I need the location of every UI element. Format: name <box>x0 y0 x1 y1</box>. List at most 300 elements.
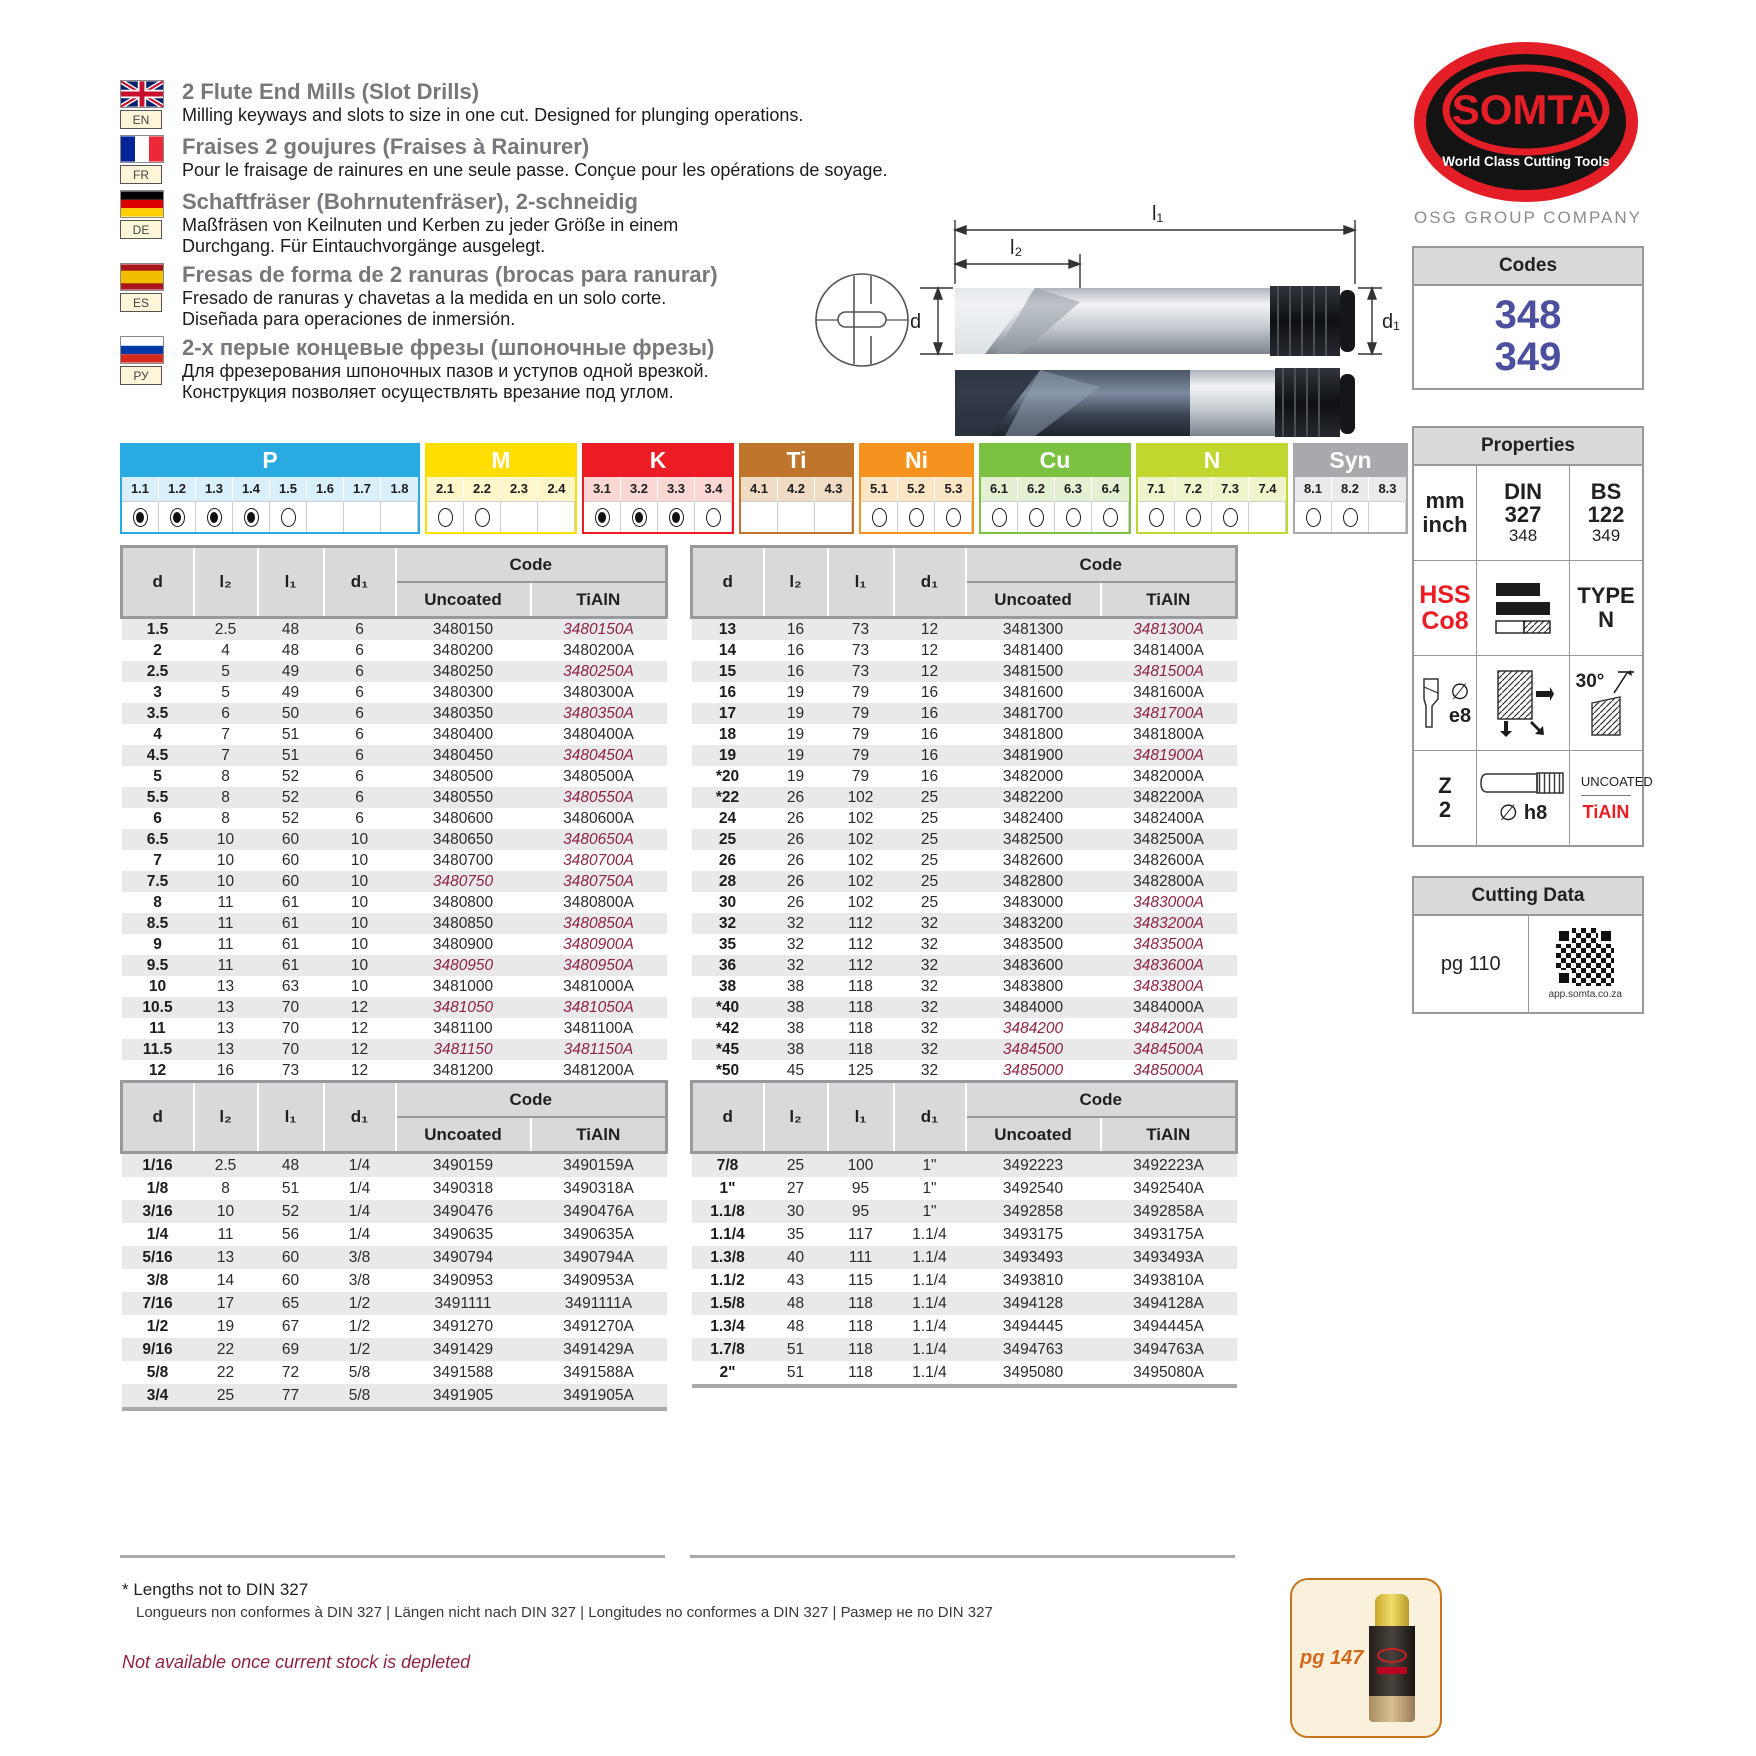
table-row <box>692 976 1237 997</box>
codes-box <box>1412 246 1644 390</box>
cell-code-tialn: 3490159A <box>563 1156 634 1174</box>
can-logo <box>1377 1648 1407 1663</box>
material-grade-number: 7.3 <box>1212 477 1249 501</box>
cell-l1: 49 <box>281 662 300 680</box>
cell-d: *22 <box>715 788 740 806</box>
radio-icon <box>281 508 296 527</box>
cell-l2: 19 <box>786 683 805 701</box>
cell-d: 1.1/8 <box>710 1202 745 1220</box>
bs-series: 349 <box>1591 525 1621 545</box>
cell-d: 1.5/8 <box>710 1294 745 1312</box>
col-header-d1: d₁ <box>324 1082 396 1153</box>
cell-code-tialn: 3480150A <box>563 620 634 638</box>
table-row <box>122 1338 667 1361</box>
table-row <box>692 787 1237 808</box>
cell-code-tialn: 3481150A <box>563 1040 634 1058</box>
col-header-uncoated: Uncoated <box>396 1117 531 1153</box>
cell-code-tialn: 3481050A <box>563 998 634 1016</box>
cell-d1: 6 <box>355 641 364 659</box>
cell-l2: 13 <box>216 1248 235 1266</box>
cell-code-uncoated: 3483800 <box>1002 977 1064 995</box>
table-row <box>692 955 1237 976</box>
cell-code-tialn: 3481700A <box>1133 704 1204 722</box>
radio-icon <box>475 508 490 527</box>
cell-d1: 1.1/4 <box>912 1271 947 1289</box>
prop-shank-tolerance <box>1477 751 1569 845</box>
cell-code-tialn: 3481200A <box>563 1061 634 1079</box>
cell-l1: 77 <box>281 1386 300 1404</box>
cell-d1: 1" <box>922 1156 937 1174</box>
cell-l1: 118 <box>848 1340 873 1358</box>
unit-mm: mm <box>1425 487 1465 513</box>
lang-block-en <box>120 80 920 129</box>
table-row <box>122 745 667 766</box>
cell-d: 9/16 <box>142 1340 173 1358</box>
cell-d: 32 <box>718 914 737 932</box>
cell-l1: 102 <box>847 893 874 911</box>
cell-code-uncoated: 3481700 <box>1002 704 1064 722</box>
cell-l1: 79 <box>851 704 870 722</box>
cell-code-tialn: 3482200A <box>1133 788 1204 806</box>
cell-l1: 60 <box>281 830 300 848</box>
cutting-data-page-ref: pg 110 <box>1440 952 1501 975</box>
group-company-label: OSG GROUP COMPANY <box>1414 208 1642 227</box>
col-header-l1: l₁ <box>258 547 324 618</box>
cell-code-uncoated: 3480600 <box>432 809 494 827</box>
footnote-translations: Longueurs non conformes à DIN 327 | Längen nicht nach DIN 327 | Longitudes no conformes a DIN 327 | Размер не по DIN 327 <box>136 1604 993 1621</box>
table-row <box>692 703 1237 724</box>
cell-code-tialn: 3481600A <box>1133 683 1204 701</box>
material-grade-number: 1.7 <box>344 477 381 501</box>
flag-fr-icon <box>120 135 164 163</box>
title-es: Fresas de forma de 2 ranuras (brocas para ranurar) <box>182 262 718 288</box>
cell-code-uncoated: 3482500 <box>1002 830 1064 848</box>
table-row <box>692 661 1237 682</box>
dim-label-d1: d₁ <box>1382 311 1400 333</box>
table-row <box>692 1338 1237 1361</box>
title-fr: Fraises 2 goujures (Fraises à Rainurer) <box>182 134 590 159</box>
cell-code-tialn: 3493493A <box>1133 1248 1204 1266</box>
cell-l2: 32 <box>786 914 805 932</box>
flag-es-icon <box>120 263 164 291</box>
cell-code-tialn: 3492223A <box>1133 1156 1204 1174</box>
cell-d1: 6 <box>355 767 364 785</box>
cell-code-tialn: 3491111A <box>564 1294 633 1312</box>
cell-l2: 4 <box>221 641 230 659</box>
type-label: TYPE <box>1577 582 1635 608</box>
cutting-data-title: Cutting Data <box>1414 878 1642 916</box>
material-grade-number: 7.1 <box>1138 477 1175 501</box>
table-row <box>122 766 667 787</box>
cell-code-tialn: 3490318A <box>563 1179 634 1197</box>
material-grade-cell <box>815 501 852 532</box>
series-code: 349 <box>1494 335 1562 379</box>
cell-l1: 118 <box>848 998 873 1016</box>
table-row <box>692 934 1237 955</box>
cell-d1: 10 <box>350 977 369 995</box>
table-row <box>122 1361 667 1384</box>
cell-d1: 16 <box>920 704 939 722</box>
material-selector-strip <box>120 443 1408 534</box>
table-row <box>122 850 667 871</box>
material-grade-cell <box>981 501 1018 532</box>
cell-code-uncoated: 3494445 <box>1002 1317 1064 1335</box>
cell-l1: 112 <box>848 914 873 932</box>
cell-code-tialn: 3480200A <box>563 641 634 659</box>
cell-code-uncoated: 3482800 <box>1002 872 1064 890</box>
cell-code-tialn: 3484500A <box>1133 1040 1204 1058</box>
cell-code-uncoated: 3480700 <box>432 851 494 869</box>
material-grade-number: 6.3 <box>1055 477 1092 501</box>
cell-l2: 11 <box>217 956 234 974</box>
cell-d1: 32 <box>920 1040 939 1058</box>
size-table-inch-left <box>120 1080 668 1411</box>
desc-ru: Для фрезерования шпоночных пазов и уступов одной врезкой. Конструкция позволяет осуществлять врезание под углом. <box>182 360 709 403</box>
cell-l1: 63 <box>281 977 300 995</box>
cell-code-uncoated: 3490794 <box>432 1248 494 1266</box>
material-group-header: Ni <box>859 443 974 477</box>
cell-l2: 10 <box>216 851 235 869</box>
cell-d: 1.1/4 <box>710 1225 745 1243</box>
radio-icon <box>1343 508 1358 527</box>
prop-bs <box>1570 466 1642 560</box>
cell-code-uncoated: 3481150 <box>433 1040 493 1058</box>
cell-d1: 32 <box>920 977 939 995</box>
material-group-header: M <box>425 443 577 477</box>
cell-d: 5.5 <box>146 788 169 806</box>
cutting-fluid-page-ref-box <box>1290 1578 1442 1738</box>
cell-d: 14 <box>718 641 737 659</box>
table-row <box>122 618 667 641</box>
cell-l1: 125 <box>847 1061 874 1079</box>
cell-code-uncoated: 3480900 <box>432 935 494 953</box>
cell-l1: 79 <box>851 746 870 764</box>
cell-d1: 6 <box>355 704 364 722</box>
material-grade-number: 4.2 <box>778 477 815 501</box>
properties-title: Properties <box>1414 428 1642 466</box>
cell-l2: 38 <box>786 977 805 995</box>
cell-l2: 11 <box>217 914 234 932</box>
table-row <box>692 913 1237 934</box>
cell-code-uncoated: 3480850 <box>432 914 494 932</box>
din-label: DIN <box>1504 478 1542 504</box>
properties-box <box>1412 426 1653 847</box>
cell-l1: 51 <box>281 1179 300 1197</box>
cell-l1: 115 <box>848 1271 873 1289</box>
radio-icon <box>992 508 1007 527</box>
material-grade-number: 2.1 <box>427 477 464 501</box>
material-grade-cell <box>1175 501 1212 532</box>
desc-fr: Pour le fraisage de rainures en une seule passe. Conçue pour les opérations de soyage. <box>182 159 888 180</box>
flag-en-icon <box>120 80 164 108</box>
cell-code-tialn: 3483600A <box>1133 956 1204 974</box>
cell-d1: 10 <box>350 956 369 974</box>
z-value: 2 <box>1438 797 1452 822</box>
uncoated-label: UNCOATED <box>1581 774 1631 796</box>
cell-code-tialn: 3494445A <box>1133 1317 1204 1335</box>
col-header-uncoated: Uncoated <box>966 1117 1101 1153</box>
size-table-metric-left <box>120 545 668 1085</box>
cell-d: 1.3/8 <box>710 1248 745 1266</box>
material-group <box>739 443 854 534</box>
cell-l2: 19 <box>786 767 805 785</box>
cell-l1: 73 <box>281 1061 300 1079</box>
material-group-header: P <box>120 443 420 477</box>
cell-l1: 73 <box>851 641 870 659</box>
material-group <box>582 443 734 534</box>
material-grade-cell <box>1055 501 1092 532</box>
cell-l1: 73 <box>851 662 870 680</box>
table-row <box>122 955 667 976</box>
cell-d1: 1.1/4 <box>912 1294 947 1312</box>
cell-code-tialn: 3484200A <box>1133 1019 1204 1037</box>
cell-l1: 118 <box>848 1019 873 1037</box>
col-header-code: Code <box>396 547 667 583</box>
cut-tolerance-value: e8 <box>1448 704 1472 727</box>
material-grade-number: 1.5 <box>270 477 307 501</box>
page-title: 2 Flute End Mills (Slot Drills) <box>182 79 480 104</box>
cell-l2: 11 <box>217 893 234 911</box>
cell-code-tialn: 3480500A <box>563 767 634 785</box>
table-row <box>692 640 1237 661</box>
cell-d1: 12 <box>350 1019 369 1037</box>
cell-l2: 26 <box>786 788 805 806</box>
cell-l2: 26 <box>786 851 805 869</box>
cell-l2: 40 <box>786 1248 805 1266</box>
col-header-d: d <box>122 547 194 618</box>
diameter-symbol: ∅ <box>1450 678 1470 704</box>
cell-code-tialn: 3481400A <box>1133 641 1204 659</box>
cell-d1: 10 <box>350 893 369 911</box>
cell-code-uncoated: 3484000 <box>1002 998 1064 1016</box>
material-group-header: K <box>582 443 734 477</box>
cell-d: 1/16 <box>142 1156 173 1174</box>
din-series: 348 <box>1508 525 1538 545</box>
cell-code-uncoated: 3490635 <box>432 1225 494 1243</box>
radio-icon <box>669 508 684 527</box>
cell-code-uncoated: 3480750 <box>432 872 494 890</box>
cell-d1: 5/8 <box>348 1363 371 1381</box>
can-base <box>1369 1696 1415 1722</box>
dim-label-l1: l₁ <box>1152 203 1164 225</box>
prop-flute-style <box>1477 561 1569 655</box>
cell-d: 6 <box>153 809 162 827</box>
cell-l1: 61 <box>281 893 300 911</box>
cell-d: 25 <box>718 830 737 848</box>
cell-l1: 95 <box>851 1202 870 1220</box>
cell-code-tialn: 3480450A <box>563 746 634 764</box>
material-grade-number: 6.1 <box>981 477 1018 501</box>
cell-l2: 27 <box>786 1179 805 1197</box>
cell-code-tialn: 3480800A <box>563 893 634 911</box>
shank-icon <box>1477 770 1569 796</box>
material-group <box>859 443 974 534</box>
cell-l2: 26 <box>786 809 805 827</box>
table-row <box>692 766 1237 787</box>
material-grade-cell <box>270 501 307 532</box>
cell-l1: 79 <box>851 725 870 743</box>
cell-l1: 61 <box>281 914 300 932</box>
cell-l1: 67 <box>281 1317 300 1335</box>
cell-l1: 70 <box>281 1019 300 1037</box>
cell-code-uncoated: 3483200 <box>1002 914 1064 932</box>
cell-l1: 60 <box>281 1271 300 1289</box>
cell-code-uncoated: 3480350 <box>432 704 494 722</box>
material-grade-cell <box>584 501 621 532</box>
prop-plunge-icon-cell <box>1477 656 1569 750</box>
material-group-header: Syn <box>1293 443 1408 477</box>
material-grade-number: 2.2 <box>464 477 501 501</box>
cell-d: 12 <box>148 1061 167 1079</box>
table-row <box>692 1269 1237 1292</box>
cell-d1: 1" <box>922 1202 937 1220</box>
footnote-star: * Lengths not to DIN 327 <box>122 1580 309 1599</box>
table-row <box>122 1177 667 1200</box>
table-row <box>122 1223 667 1246</box>
cell-l2: 32 <box>786 935 805 953</box>
cell-d1: 32 <box>920 935 939 953</box>
hss-label: HSS <box>1419 580 1471 609</box>
cell-code-tialn: 3490476A <box>563 1202 634 1220</box>
table-row <box>122 1039 667 1060</box>
cell-d1: 3/8 <box>348 1248 371 1266</box>
cell-d: *40 <box>715 998 740 1016</box>
section-divider <box>120 1555 665 1558</box>
cell-code-uncoated: 3480250 <box>432 662 494 680</box>
cell-l1: 69 <box>281 1340 300 1358</box>
tialn-label: TiAlN <box>1582 801 1630 822</box>
cell-code-uncoated: 3480500 <box>432 767 494 785</box>
cell-l1: 51 <box>281 746 300 764</box>
cell-d: 3.5 <box>146 704 169 722</box>
cell-code-uncoated: 3482600 <box>1002 851 1064 869</box>
cell-code-tialn: 3480400A <box>563 725 634 743</box>
table-row <box>122 1315 667 1338</box>
cell-l2: 5 <box>221 683 230 701</box>
cell-d: 1/4 <box>146 1225 169 1243</box>
col-header-uncoated: Uncoated <box>396 582 531 618</box>
cell-d1: 32 <box>920 1061 939 1079</box>
cell-code-tialn: 3485000A <box>1133 1061 1204 1079</box>
cell-l1: 52 <box>281 788 300 806</box>
unit-inch: inch <box>1422 512 1468 537</box>
table-row <box>122 892 667 913</box>
cell-l1: 112 <box>848 956 873 974</box>
cell-l1: 56 <box>281 1225 300 1243</box>
cell-code-uncoated: 3493810 <box>1002 1271 1064 1289</box>
material-grade-cell <box>233 501 270 532</box>
table-row <box>122 724 667 745</box>
cell-l1: 70 <box>281 998 300 1016</box>
radio-icon <box>207 508 222 527</box>
cell-code-tialn: 3481800A <box>1133 725 1204 743</box>
cell-l2: 13 <box>216 998 235 1016</box>
cell-d: 1.1/2 <box>710 1271 745 1289</box>
table-row <box>122 1269 667 1292</box>
cell-l2: 48 <box>786 1317 805 1335</box>
material-grade-number: 7.4 <box>1249 477 1286 501</box>
cell-l2: 8 <box>221 1179 230 1197</box>
material-grade-cell <box>538 501 575 532</box>
material-group <box>425 443 577 534</box>
cell-d1: 1/2 <box>348 1317 371 1335</box>
col-header-d: d <box>692 1082 764 1153</box>
cell-code-tialn: 3482500A <box>1133 830 1204 848</box>
cell-l2: 17 <box>216 1294 235 1312</box>
table-row <box>692 1361 1237 1386</box>
cell-code-uncoated: 3480400 <box>432 725 494 743</box>
col-header-code: Code <box>966 547 1237 583</box>
dim-label-l2: l₂ <box>1010 237 1023 259</box>
material-grade-number: 5.2 <box>898 477 935 501</box>
cell-code-tialn: 3494763A <box>1133 1340 1204 1358</box>
cell-l1: 102 <box>847 851 874 869</box>
cell-code-uncoated: 3480650 <box>432 830 494 848</box>
cutting-data-box <box>1412 876 1644 1014</box>
cell-d1: 12 <box>350 1040 369 1058</box>
material-grade-cell <box>621 501 658 532</box>
prop-type <box>1570 561 1642 655</box>
cell-code-tialn: 3494128A <box>1133 1294 1204 1312</box>
cell-code-tialn: 3481500A <box>1133 662 1204 680</box>
material-grade-number: 5.1 <box>861 477 898 501</box>
cell-l2: 38 <box>786 998 805 1016</box>
material-grade-number: 4.1 <box>741 477 778 501</box>
cell-code-uncoated: 3480200 <box>432 641 494 659</box>
material-grade-cell <box>1212 501 1249 532</box>
table-row <box>692 1177 1237 1200</box>
z-label: Z <box>1438 772 1452 798</box>
table-row <box>122 934 667 955</box>
table-row <box>122 976 667 997</box>
cell-d: 28 <box>718 872 737 890</box>
cell-code-uncoated: 3494763 <box>1002 1340 1064 1358</box>
col-header-l1: l₁ <box>828 547 894 618</box>
cell-code-uncoated: 3481800 <box>1002 725 1064 743</box>
cell-code-tialn: 3480850A <box>563 914 634 932</box>
cell-l1: 61 <box>281 956 300 974</box>
table-row <box>122 913 667 934</box>
table-row <box>692 1223 1237 1246</box>
material-grade-cell <box>1295 501 1332 532</box>
cell-l2: 11 <box>217 935 234 953</box>
cell-code-tialn: 3490794A <box>563 1248 634 1266</box>
cell-l2: 11 <box>217 1225 234 1243</box>
cell-d1: 1/2 <box>348 1294 371 1312</box>
cell-d1: 12 <box>920 641 939 659</box>
cell-code-uncoated: 3491429 <box>432 1340 494 1358</box>
cell-code-tialn: 3481100A <box>563 1019 634 1037</box>
radio-icon <box>1186 508 1201 527</box>
cell-l2: 8 <box>221 809 230 827</box>
cell-code-uncoated: 3480150 <box>432 620 494 638</box>
cell-code-uncoated: 3492223 <box>1002 1156 1064 1174</box>
cell-d1: 12 <box>920 620 939 638</box>
cell-code-uncoated: 3480450 <box>432 746 494 764</box>
cell-d1: 1.1/4 <box>912 1340 947 1358</box>
cell-code-tialn: 3480350A <box>563 704 634 722</box>
material-grade-cell <box>159 501 196 532</box>
cell-code-uncoated: 3480550 <box>432 788 494 806</box>
cell-l2: 45 <box>786 1061 805 1079</box>
table-row <box>692 682 1237 703</box>
cell-d: 13 <box>718 620 737 638</box>
col-header-l1: l₁ <box>828 1082 894 1153</box>
cell-code-tialn: 3491588A <box>563 1363 634 1381</box>
cell-d1: 25 <box>920 872 939 890</box>
radio-icon <box>909 508 924 527</box>
table-row <box>122 829 667 850</box>
